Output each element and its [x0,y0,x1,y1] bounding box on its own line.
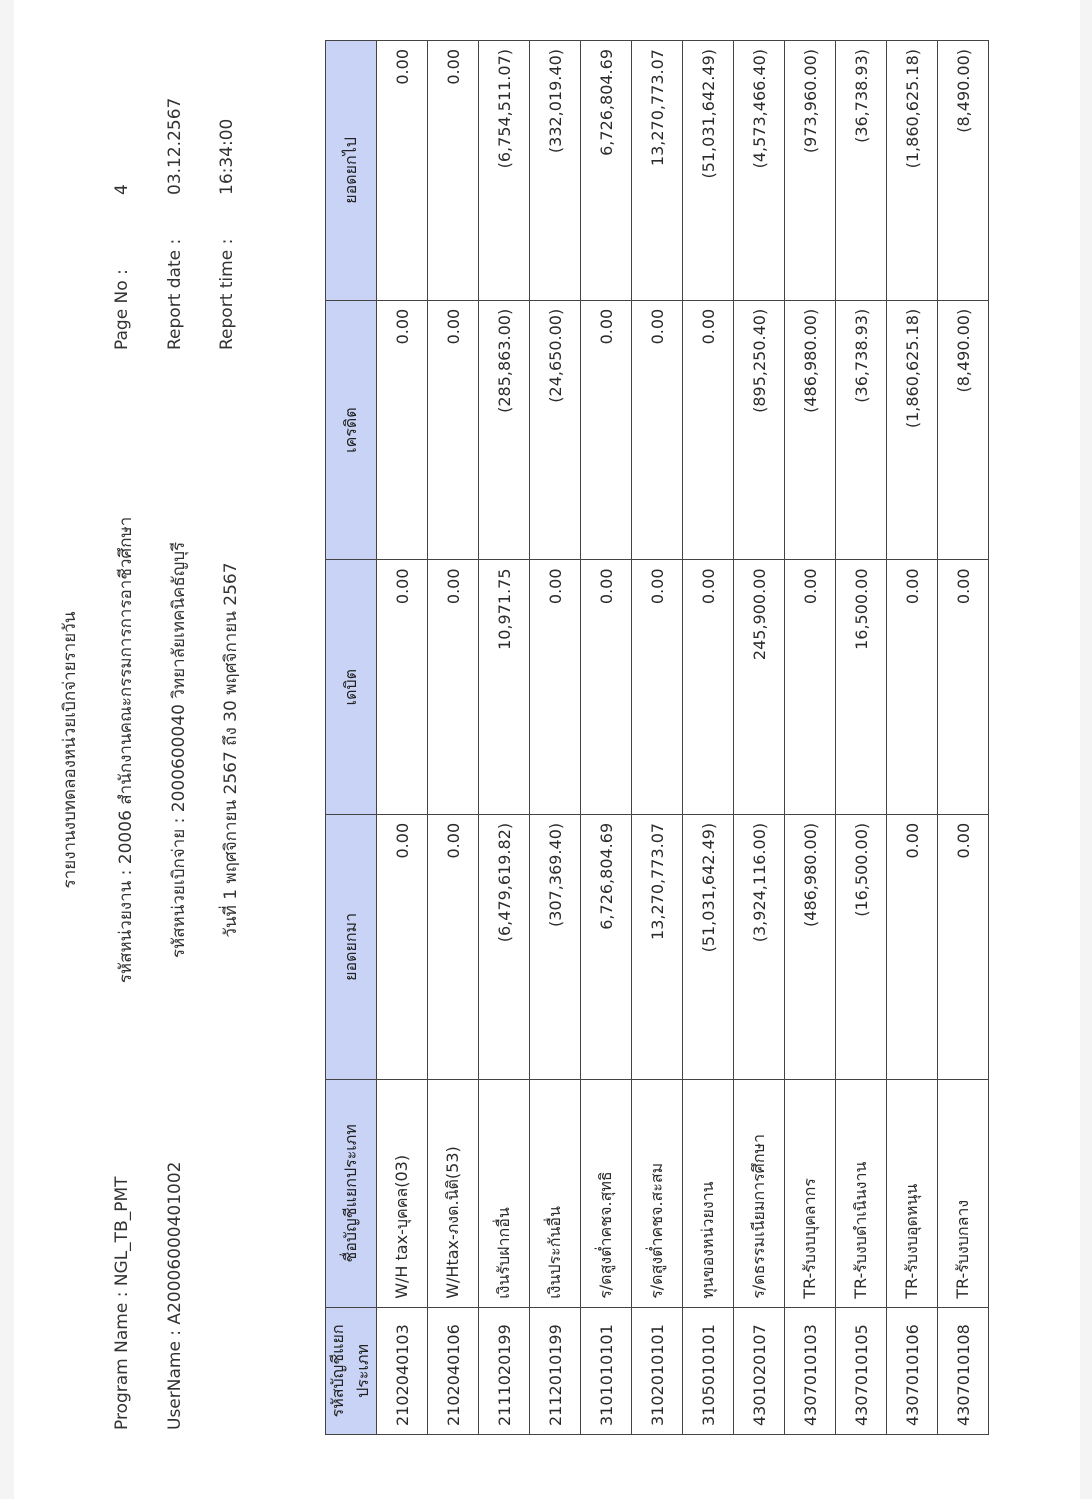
report-time-label: Report time : [217,238,237,350]
debit: 0.00 [581,560,632,814]
account-code: 2111020199 [479,1307,530,1434]
closing-balance: (6,754,511.07) [479,41,530,301]
closing-balance: (8,490.00) [938,41,989,301]
header-account-code: รหัสบัญชีแยกประเภท [326,1307,377,1434]
header-account-name: ชื่อบัญชีแยกประเภท [326,1079,377,1307]
credit: (486,980.00) [785,300,836,560]
scanned-sheet [14,0,1080,1499]
account-code: 4301020107 [734,1307,785,1434]
opening-balance: (6,479,619.82) [479,814,530,1079]
report-title: รายงานงบทดลองหน่วยเบิกจ่ายรายวัน [60,611,80,889]
table-row [530,41,581,1435]
debit: 10,971.75 [479,560,530,814]
opening-balance: 0.00 [428,814,479,1079]
closing-balance: (973,960.00) [785,41,836,301]
report-time-value: 16:34:00 [217,118,237,195]
user-name: UserName : A2000600040100​2 [165,1161,185,1430]
closing-balance: (51,031,642.49) [683,41,734,301]
account-code: 2112010199 [530,1307,581,1434]
opening-balance: (307,369.40) [530,814,581,1079]
table-row [632,41,683,1435]
header-credit: เครดิต [326,300,377,560]
table-row [479,41,530,1435]
report-date-label: Report date : [165,238,185,350]
credit: 0.00 [632,300,683,560]
debit: 245,900.00 [734,560,785,814]
account-name: ร/ดสูงต่ำคชจ.สะสม [632,1079,683,1307]
credit: (1,860,625.18) [887,300,938,560]
closing-balance: (332,019.40) [530,41,581,301]
closing-balance: (4,573,466.40) [734,41,785,301]
closing-balance: 0.00 [377,41,428,301]
opening-balance: (16,500.00) [836,814,887,1079]
debit: 0.00 [530,560,581,814]
debit: 0.00 [683,560,734,814]
agency-line: รหัสหน่วยงาน : 20006 สำนักงานคณะกรรมการการอาชีวศึกษา [116,516,136,984]
disbursing-unit-line: รหัสหน่วยเบิกจ่าย : 2000600040 วิทยาลัยเทคนิคธัญบุรี [169,541,189,959]
table-row [428,41,479,1435]
account-code: 4307010108 [938,1307,989,1434]
account-code: 3102010101 [632,1307,683,1434]
table-row [836,41,887,1435]
table-row [734,41,785,1435]
page-no-value: 4 [112,184,132,195]
table-row [683,41,734,1435]
account-code: 2102040106 [428,1307,479,1434]
closing-balance: 0.00 [428,41,479,301]
trial-balance-table [325,40,989,1435]
credit: (8,490.00) [938,300,989,560]
opening-balance: 0.00 [887,814,938,1079]
page-no-label: Page No : [112,269,132,350]
debit: 0.00 [428,560,479,814]
account-name: ร/ดสูงต่ำคชจ.สุทธิ [581,1079,632,1307]
table-row [377,41,428,1435]
report-page [44,15,1054,1485]
credit: (895,250.40) [734,300,785,560]
table-row [938,41,989,1435]
header-closing-balance: ยอดยกไป [326,41,377,301]
table-row [785,41,836,1435]
account-name: TR-รับงบดำเนินงาน [836,1079,887,1307]
account-code: 4307010106 [887,1307,938,1434]
account-name: W/Htax-ภงด.นิติ(53) [428,1079,479,1307]
account-code: 4307010105 [836,1307,887,1434]
program-name: Program Name : NGL_TB_PMT [112,1176,132,1430]
table-row [581,41,632,1435]
account-name: W/H tax-บุคคล(03) [377,1079,428,1307]
table-row [887,41,938,1435]
credit: (24,650.00) [530,300,581,560]
account-name: TR-รับงบอุดหนุน [887,1079,938,1307]
opening-balance: 0.00 [377,814,428,1079]
debit: 0.00 [377,560,428,814]
credit: (36,738.93) [836,300,887,560]
debit: 0.00 [887,560,938,814]
opening-balance: (486,980.00) [785,814,836,1079]
debit: 0.00 [938,560,989,814]
closing-balance: (36,738.93) [836,41,887,301]
credit: 0.00 [581,300,632,560]
closing-balance: 6,726,804.69 [581,41,632,301]
debit: 16,500.00 [836,560,887,814]
account-code: 3101010101 [581,1307,632,1434]
debit: 0.00 [785,560,836,814]
table-header-row [326,41,377,1435]
account-name: ร/ดธรรมเนียมการศึกษา [734,1079,785,1307]
opening-balance: (3,924,116.00) [734,814,785,1079]
account-name: TR-รับงบกลาง [938,1079,989,1307]
opening-balance: 13,270,773.07 [632,814,683,1079]
account-code: 3105010101 [683,1307,734,1434]
account-code: 2102040103 [377,1307,428,1434]
header-debit: เดบิต [326,560,377,814]
credit: 0.00 [683,300,734,560]
opening-balance: 6,726,804.69 [581,814,632,1079]
account-name: ทุนของหน่วยงาน [683,1079,734,1307]
account-name: เงินประกันอื่น [530,1079,581,1307]
opening-balance: 0.00 [938,814,989,1079]
closing-balance: (1,860,625.18) [887,41,938,301]
account-name: เงินรับฝากอื่น [479,1079,530,1307]
credit: 0.00 [377,300,428,560]
credit: (285,863.00) [479,300,530,560]
period-line: วันที่ 1 พฤศจิกายน 2567 ถึง 30 พฤศจิกายน 2567 [221,562,241,938]
account-code: 4307010103 [785,1307,836,1434]
header-opening-balance: ยอดยกมา [326,814,377,1079]
debit: 0.00 [632,560,683,814]
credit: 0.00 [428,300,479,560]
opening-balance: (51,031,642.49) [683,814,734,1079]
report-date-value: 03.12.2567 [165,97,185,195]
closing-balance: 13,270,773.07 [632,41,683,301]
account-name: TR-รับงบบุคลากร [785,1079,836,1307]
